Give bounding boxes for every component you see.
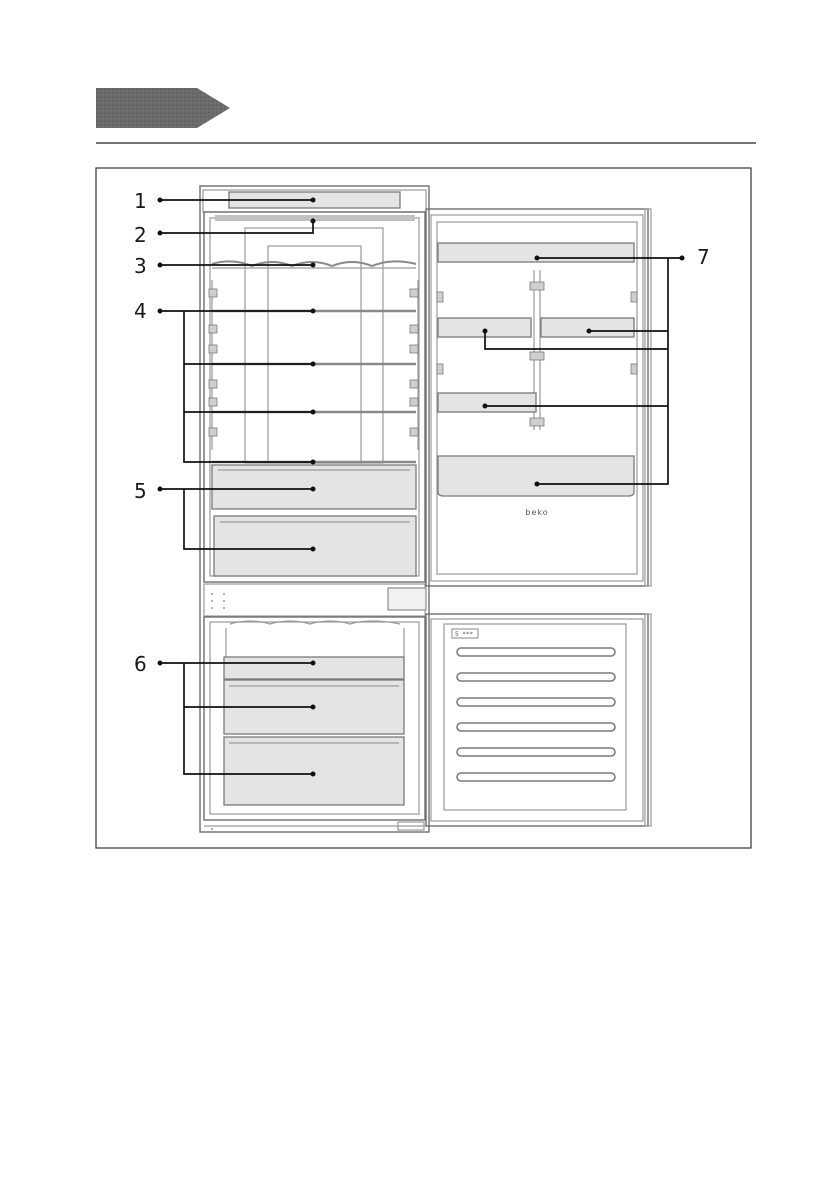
freezer-drawer-bottom	[224, 737, 404, 805]
freezer-door-rib-4	[457, 723, 615, 731]
freezer-door-rib-6	[457, 773, 615, 781]
callout-label-1: 1	[134, 189, 147, 213]
brand-logo: beko	[525, 508, 549, 517]
freezer-door-rib-1	[457, 648, 615, 656]
section-tab	[96, 88, 230, 128]
diagram-frame	[96, 168, 751, 848]
door-shelf-bottom	[438, 456, 634, 496]
callout-label-3: 3	[134, 254, 147, 278]
freezer-door-rib-5	[457, 748, 615, 756]
door-shelf-small	[438, 393, 536, 412]
freezer-rating-tag: 5 ***	[455, 631, 474, 638]
hinge-block	[388, 588, 426, 610]
freezer-door-rib-2	[457, 673, 615, 681]
callout-label-5: 5	[134, 479, 147, 503]
callout-label-4: 4	[134, 299, 147, 323]
freezer-door-rib-3	[457, 698, 615, 706]
callout-label-6: 6	[134, 652, 147, 676]
freezer-drawer-top	[224, 657, 404, 679]
crisper-drawer-lower	[214, 516, 416, 576]
callout-label-2: 2	[134, 223, 147, 247]
callout-label-7: 7	[697, 245, 710, 269]
door-shelf-middle-right	[541, 318, 634, 337]
